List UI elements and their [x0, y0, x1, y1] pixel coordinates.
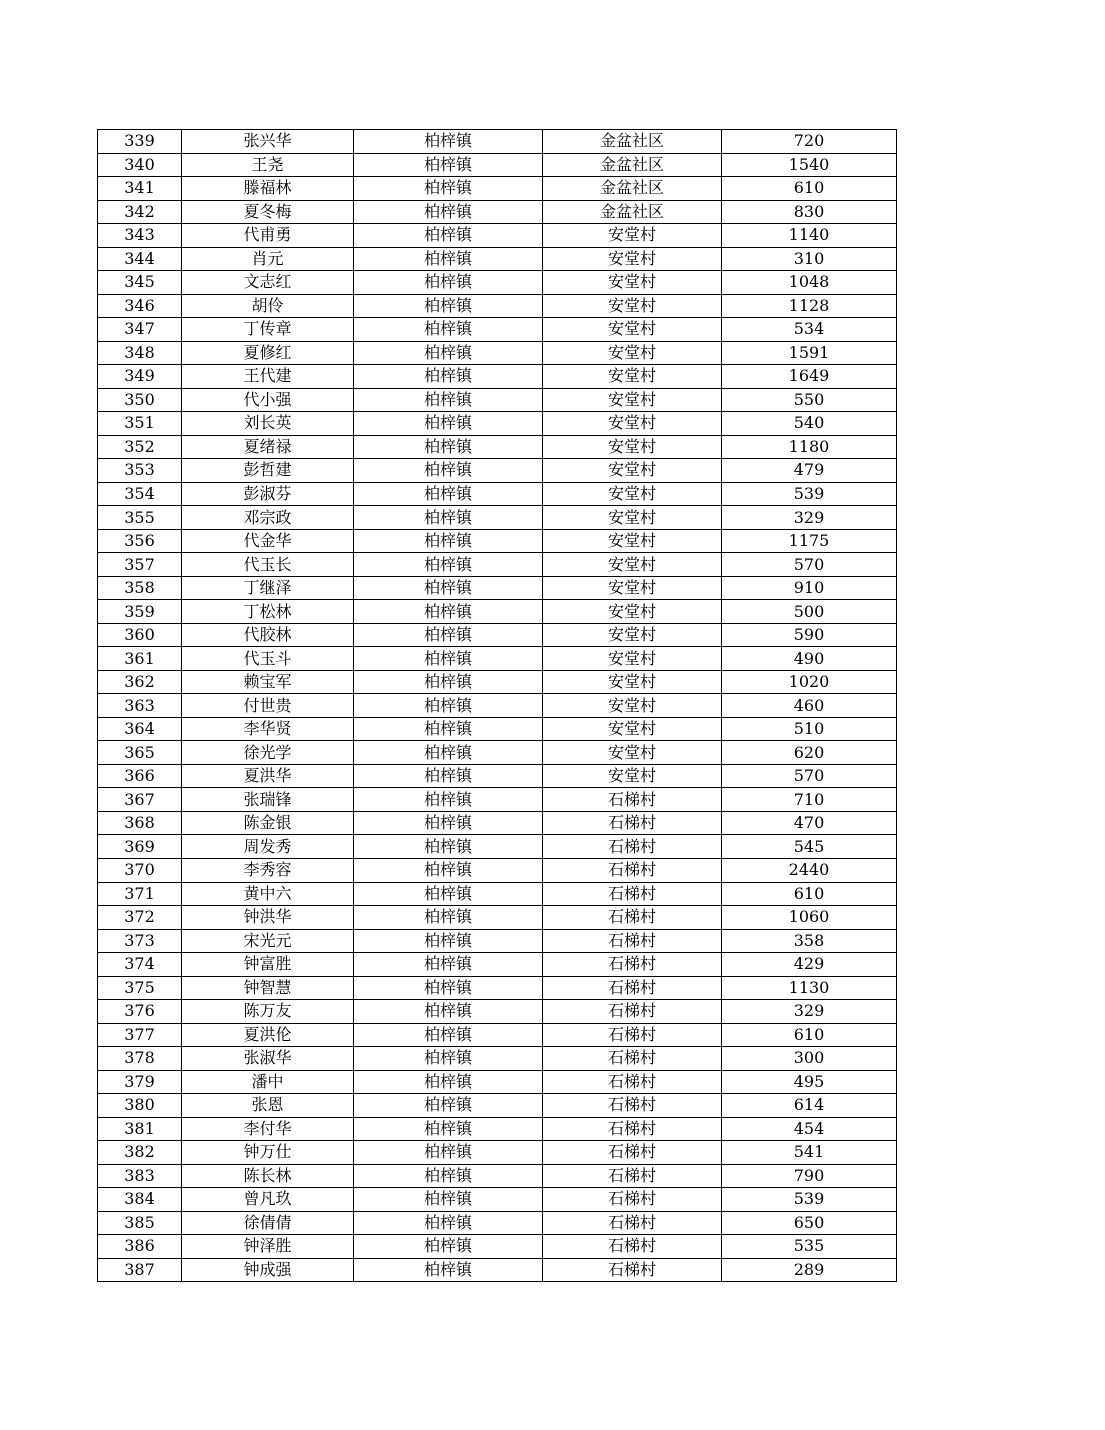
row-number-cell: 373 [98, 929, 182, 953]
row-number-cell: 383 [98, 1164, 182, 1188]
table-row [98, 1164, 897, 1188]
table-row [98, 600, 897, 624]
village-cell: 安堂村 [543, 741, 722, 765]
name-cell: 潘中 [182, 1070, 354, 1094]
village-cell: 安堂村 [543, 435, 722, 459]
table-row [98, 882, 897, 906]
town-cell: 柏梓镇 [354, 271, 543, 295]
name-cell: 李付华 [182, 1117, 354, 1141]
village-cell: 安堂村 [543, 553, 722, 577]
amount-cell: 545 [722, 835, 897, 859]
name-cell: 滕福林 [182, 177, 354, 201]
village-cell: 石梯村 [543, 953, 722, 977]
row-number-cell: 364 [98, 717, 182, 741]
town-cell: 柏梓镇 [354, 1141, 543, 1165]
table-row [98, 1047, 897, 1071]
amount-cell: 1649 [722, 365, 897, 389]
village-cell: 石梯村 [543, 1023, 722, 1047]
town-cell: 柏梓镇 [354, 929, 543, 953]
amount-cell: 614 [722, 1094, 897, 1118]
town-cell: 柏梓镇 [354, 1164, 543, 1188]
amount-cell: 570 [722, 553, 897, 577]
name-cell: 王尧 [182, 153, 354, 177]
village-cell: 安堂村 [543, 247, 722, 271]
town-cell: 柏梓镇 [354, 741, 543, 765]
row-number-cell: 386 [98, 1235, 182, 1259]
table-row [98, 953, 897, 977]
name-cell: 钟智慧 [182, 976, 354, 1000]
amount-cell: 500 [722, 600, 897, 624]
table-row [98, 1258, 897, 1282]
amount-cell: 289 [722, 1258, 897, 1282]
amount-cell: 479 [722, 459, 897, 483]
row-number-cell: 378 [98, 1047, 182, 1071]
row-number-cell: 387 [98, 1258, 182, 1282]
amount-cell: 329 [722, 1000, 897, 1024]
table-row [98, 670, 897, 694]
town-cell: 柏梓镇 [354, 459, 543, 483]
village-cell: 石梯村 [543, 1094, 722, 1118]
village-cell: 安堂村 [543, 365, 722, 389]
name-cell: 付世贵 [182, 694, 354, 718]
row-number-cell: 372 [98, 906, 182, 930]
table-row [98, 1023, 897, 1047]
amount-cell: 1175 [722, 529, 897, 553]
amount-cell: 570 [722, 764, 897, 788]
name-cell: 张淑华 [182, 1047, 354, 1071]
name-cell: 黄中六 [182, 882, 354, 906]
amount-cell: 790 [722, 1164, 897, 1188]
town-cell: 柏梓镇 [354, 247, 543, 271]
row-number-cell: 377 [98, 1023, 182, 1047]
row-number-cell: 339 [98, 130, 182, 154]
table-row [98, 482, 897, 506]
town-cell: 柏梓镇 [354, 1188, 543, 1212]
amount-cell: 610 [722, 177, 897, 201]
village-cell: 安堂村 [543, 764, 722, 788]
row-number-cell: 376 [98, 1000, 182, 1024]
village-cell: 安堂村 [543, 388, 722, 412]
village-cell: 石梯村 [543, 976, 722, 1000]
table-row [98, 224, 897, 248]
table-row [98, 412, 897, 436]
table-row [98, 553, 897, 577]
table-row [98, 576, 897, 600]
name-cell: 王代建 [182, 365, 354, 389]
amount-cell: 550 [722, 388, 897, 412]
row-number-cell: 347 [98, 318, 182, 342]
data-table [97, 129, 897, 1282]
town-cell: 柏梓镇 [354, 1117, 543, 1141]
row-number-cell: 362 [98, 670, 182, 694]
town-cell: 柏梓镇 [354, 623, 543, 647]
table-row [98, 929, 897, 953]
village-cell: 石梯村 [543, 1070, 722, 1094]
amount-cell: 495 [722, 1070, 897, 1094]
name-cell: 陈万友 [182, 1000, 354, 1024]
table-row [98, 365, 897, 389]
row-number-cell: 375 [98, 976, 182, 1000]
table-row [98, 623, 897, 647]
amount-cell: 1180 [722, 435, 897, 459]
row-number-cell: 345 [98, 271, 182, 295]
row-number-cell: 382 [98, 1141, 182, 1165]
town-cell: 柏梓镇 [354, 858, 543, 882]
table-row [98, 318, 897, 342]
village-cell: 金盆社区 [543, 130, 722, 154]
amount-cell: 1591 [722, 341, 897, 365]
table-row [98, 130, 897, 154]
amount-cell: 1128 [722, 294, 897, 318]
name-cell: 代胶林 [182, 623, 354, 647]
village-cell: 安堂村 [543, 694, 722, 718]
town-cell: 柏梓镇 [354, 153, 543, 177]
name-cell: 李秀容 [182, 858, 354, 882]
village-cell: 安堂村 [543, 459, 722, 483]
amount-cell: 830 [722, 200, 897, 224]
row-number-cell: 381 [98, 1117, 182, 1141]
town-cell: 柏梓镇 [354, 1000, 543, 1024]
name-cell: 赖宝军 [182, 670, 354, 694]
row-number-cell: 384 [98, 1188, 182, 1212]
town-cell: 柏梓镇 [354, 130, 543, 154]
table-row [98, 1235, 897, 1259]
amount-cell: 541 [722, 1141, 897, 1165]
table-row [98, 1000, 897, 1024]
table-row [98, 271, 897, 295]
row-number-cell: 353 [98, 459, 182, 483]
name-cell: 陈金银 [182, 811, 354, 835]
name-cell: 代金华 [182, 529, 354, 553]
amount-cell: 910 [722, 576, 897, 600]
name-cell: 文志红 [182, 271, 354, 295]
table-row [98, 341, 897, 365]
village-cell: 安堂村 [543, 318, 722, 342]
name-cell: 钟泽胜 [182, 1235, 354, 1259]
town-cell: 柏梓镇 [354, 600, 543, 624]
name-cell: 陈长林 [182, 1164, 354, 1188]
amount-cell: 610 [722, 882, 897, 906]
amount-cell: 358 [722, 929, 897, 953]
village-cell: 金盆社区 [543, 153, 722, 177]
name-cell: 钟成强 [182, 1258, 354, 1282]
row-number-cell: 358 [98, 576, 182, 600]
village-cell: 石梯村 [543, 1211, 722, 1235]
town-cell: 柏梓镇 [354, 647, 543, 671]
table-row [98, 1070, 897, 1094]
table-row [98, 811, 897, 835]
table-row [98, 200, 897, 224]
name-cell: 徐倩倩 [182, 1211, 354, 1235]
name-cell: 张瑞锋 [182, 788, 354, 812]
amount-cell: 300 [722, 1047, 897, 1071]
row-number-cell: 341 [98, 177, 182, 201]
amount-cell: 539 [722, 1188, 897, 1212]
village-cell: 安堂村 [543, 224, 722, 248]
town-cell: 柏梓镇 [354, 1047, 543, 1071]
village-cell: 石梯村 [543, 1258, 722, 1282]
row-number-cell: 385 [98, 1211, 182, 1235]
table-row [98, 294, 897, 318]
town-cell: 柏梓镇 [354, 906, 543, 930]
row-number-cell: 369 [98, 835, 182, 859]
table-row [98, 1117, 897, 1141]
table-row [98, 694, 897, 718]
town-cell: 柏梓镇 [354, 1094, 543, 1118]
row-number-cell: 368 [98, 811, 182, 835]
village-cell: 安堂村 [543, 341, 722, 365]
table-row [98, 459, 897, 483]
amount-cell: 610 [722, 1023, 897, 1047]
name-cell: 刘长英 [182, 412, 354, 436]
table-row [98, 529, 897, 553]
town-cell: 柏梓镇 [354, 200, 543, 224]
town-cell: 柏梓镇 [354, 224, 543, 248]
row-number-cell: 361 [98, 647, 182, 671]
amount-cell: 539 [722, 482, 897, 506]
row-number-cell: 354 [98, 482, 182, 506]
village-cell: 安堂村 [543, 271, 722, 295]
town-cell: 柏梓镇 [354, 576, 543, 600]
amount-cell: 1020 [722, 670, 897, 694]
table-row [98, 647, 897, 671]
town-cell: 柏梓镇 [354, 388, 543, 412]
village-cell: 石梯村 [543, 929, 722, 953]
name-cell: 张恩 [182, 1094, 354, 1118]
amount-cell: 329 [722, 506, 897, 530]
amount-cell: 1130 [722, 976, 897, 1000]
row-number-cell: 348 [98, 341, 182, 365]
town-cell: 柏梓镇 [354, 318, 543, 342]
name-cell: 宋光元 [182, 929, 354, 953]
town-cell: 柏梓镇 [354, 553, 543, 577]
town-cell: 柏梓镇 [354, 976, 543, 1000]
amount-cell: 590 [722, 623, 897, 647]
village-cell: 安堂村 [543, 482, 722, 506]
name-cell: 彭淑芬 [182, 482, 354, 506]
name-cell: 夏洪伦 [182, 1023, 354, 1047]
row-number-cell: 366 [98, 764, 182, 788]
row-number-cell: 352 [98, 435, 182, 459]
name-cell: 徐光学 [182, 741, 354, 765]
town-cell: 柏梓镇 [354, 177, 543, 201]
village-cell: 安堂村 [543, 623, 722, 647]
village-cell: 石梯村 [543, 1000, 722, 1024]
row-number-cell: 342 [98, 200, 182, 224]
village-cell: 石梯村 [543, 906, 722, 930]
row-number-cell: 371 [98, 882, 182, 906]
table-row [98, 506, 897, 530]
village-cell: 石梯村 [543, 858, 722, 882]
name-cell: 夏洪华 [182, 764, 354, 788]
table-row [98, 764, 897, 788]
amount-cell: 460 [722, 694, 897, 718]
village-cell: 石梯村 [543, 1141, 722, 1165]
name-cell: 夏修红 [182, 341, 354, 365]
name-cell: 张兴华 [182, 130, 354, 154]
village-cell: 石梯村 [543, 835, 722, 859]
amount-cell: 454 [722, 1117, 897, 1141]
name-cell: 夏冬梅 [182, 200, 354, 224]
village-cell: 安堂村 [543, 506, 722, 530]
row-number-cell: 350 [98, 388, 182, 412]
name-cell: 代玉斗 [182, 647, 354, 671]
village-cell: 安堂村 [543, 647, 722, 671]
row-number-cell: 370 [98, 858, 182, 882]
table-body [98, 130, 897, 1282]
row-number-cell: 365 [98, 741, 182, 765]
village-cell: 石梯村 [543, 1117, 722, 1141]
table-row [98, 835, 897, 859]
row-number-cell: 359 [98, 600, 182, 624]
town-cell: 柏梓镇 [354, 764, 543, 788]
name-cell: 丁继泽 [182, 576, 354, 600]
amount-cell: 470 [722, 811, 897, 835]
town-cell: 柏梓镇 [354, 1023, 543, 1047]
village-cell: 石梯村 [543, 1188, 722, 1212]
town-cell: 柏梓镇 [354, 788, 543, 812]
table-row [98, 976, 897, 1000]
amount-cell: 620 [722, 741, 897, 765]
town-cell: 柏梓镇 [354, 1211, 543, 1235]
name-cell: 钟万仕 [182, 1141, 354, 1165]
table-row [98, 177, 897, 201]
town-cell: 柏梓镇 [354, 670, 543, 694]
name-cell: 胡伶 [182, 294, 354, 318]
name-cell: 彭哲建 [182, 459, 354, 483]
name-cell: 邓宗政 [182, 506, 354, 530]
village-cell: 石梯村 [543, 788, 722, 812]
town-cell: 柏梓镇 [354, 365, 543, 389]
row-number-cell: 343 [98, 224, 182, 248]
town-cell: 柏梓镇 [354, 1258, 543, 1282]
town-cell: 柏梓镇 [354, 294, 543, 318]
name-cell: 钟洪华 [182, 906, 354, 930]
table-row [98, 788, 897, 812]
name-cell: 周发秀 [182, 835, 354, 859]
row-number-cell: 360 [98, 623, 182, 647]
row-number-cell: 351 [98, 412, 182, 436]
amount-cell: 510 [722, 717, 897, 741]
amount-cell: 490 [722, 647, 897, 671]
table-row [98, 153, 897, 177]
amount-cell: 1540 [722, 153, 897, 177]
row-number-cell: 349 [98, 365, 182, 389]
name-cell: 夏绪禄 [182, 435, 354, 459]
amount-cell: 535 [722, 1235, 897, 1259]
row-number-cell: 357 [98, 553, 182, 577]
village-cell: 安堂村 [543, 529, 722, 553]
amount-cell: 1060 [722, 906, 897, 930]
table-row [98, 906, 897, 930]
table-row [98, 388, 897, 412]
name-cell: 代甫勇 [182, 224, 354, 248]
row-number-cell: 380 [98, 1094, 182, 1118]
table-row [98, 858, 897, 882]
amount-cell: 650 [722, 1211, 897, 1235]
table-row [98, 435, 897, 459]
row-number-cell: 367 [98, 788, 182, 812]
row-number-cell: 379 [98, 1070, 182, 1094]
name-cell: 肖元 [182, 247, 354, 271]
town-cell: 柏梓镇 [354, 694, 543, 718]
town-cell: 柏梓镇 [354, 529, 543, 553]
row-number-cell: 356 [98, 529, 182, 553]
amount-cell: 720 [722, 130, 897, 154]
row-number-cell: 346 [98, 294, 182, 318]
name-cell: 丁松林 [182, 600, 354, 624]
table-row [98, 741, 897, 765]
name-cell: 李华贤 [182, 717, 354, 741]
amount-cell: 429 [722, 953, 897, 977]
table-row [98, 1141, 897, 1165]
town-cell: 柏梓镇 [354, 482, 543, 506]
village-cell: 石梯村 [543, 1047, 722, 1071]
village-cell: 石梯村 [543, 1235, 722, 1259]
table-row [98, 1188, 897, 1212]
name-cell: 钟富胜 [182, 953, 354, 977]
row-number-cell: 344 [98, 247, 182, 271]
amount-cell: 1048 [722, 271, 897, 295]
town-cell: 柏梓镇 [354, 953, 543, 977]
amount-cell: 310 [722, 247, 897, 271]
town-cell: 柏梓镇 [354, 506, 543, 530]
town-cell: 柏梓镇 [354, 1070, 543, 1094]
town-cell: 柏梓镇 [354, 835, 543, 859]
town-cell: 柏梓镇 [354, 1235, 543, 1259]
village-cell: 金盆社区 [543, 177, 722, 201]
table-row [98, 717, 897, 741]
amount-cell: 1140 [722, 224, 897, 248]
village-cell: 石梯村 [543, 811, 722, 835]
row-number-cell: 374 [98, 953, 182, 977]
table-row [98, 1211, 897, 1235]
table-row [98, 1094, 897, 1118]
row-number-cell: 363 [98, 694, 182, 718]
town-cell: 柏梓镇 [354, 412, 543, 436]
village-cell: 安堂村 [543, 600, 722, 624]
row-number-cell: 355 [98, 506, 182, 530]
amount-cell: 534 [722, 318, 897, 342]
name-cell: 曾凡玖 [182, 1188, 354, 1212]
name-cell: 代玉长 [182, 553, 354, 577]
town-cell: 柏梓镇 [354, 882, 543, 906]
amount-cell: 2440 [722, 858, 897, 882]
name-cell: 丁传章 [182, 318, 354, 342]
village-cell: 安堂村 [543, 670, 722, 694]
village-cell: 安堂村 [543, 294, 722, 318]
town-cell: 柏梓镇 [354, 717, 543, 741]
village-cell: 金盆社区 [543, 200, 722, 224]
amount-cell: 710 [722, 788, 897, 812]
village-cell: 安堂村 [543, 412, 722, 436]
town-cell: 柏梓镇 [354, 811, 543, 835]
name-cell: 代小强 [182, 388, 354, 412]
village-cell: 石梯村 [543, 1164, 722, 1188]
town-cell: 柏梓镇 [354, 435, 543, 459]
village-cell: 安堂村 [543, 717, 722, 741]
table-row [98, 247, 897, 271]
row-number-cell: 340 [98, 153, 182, 177]
amount-cell: 540 [722, 412, 897, 436]
village-cell: 石梯村 [543, 882, 722, 906]
town-cell: 柏梓镇 [354, 341, 543, 365]
village-cell: 安堂村 [543, 576, 722, 600]
